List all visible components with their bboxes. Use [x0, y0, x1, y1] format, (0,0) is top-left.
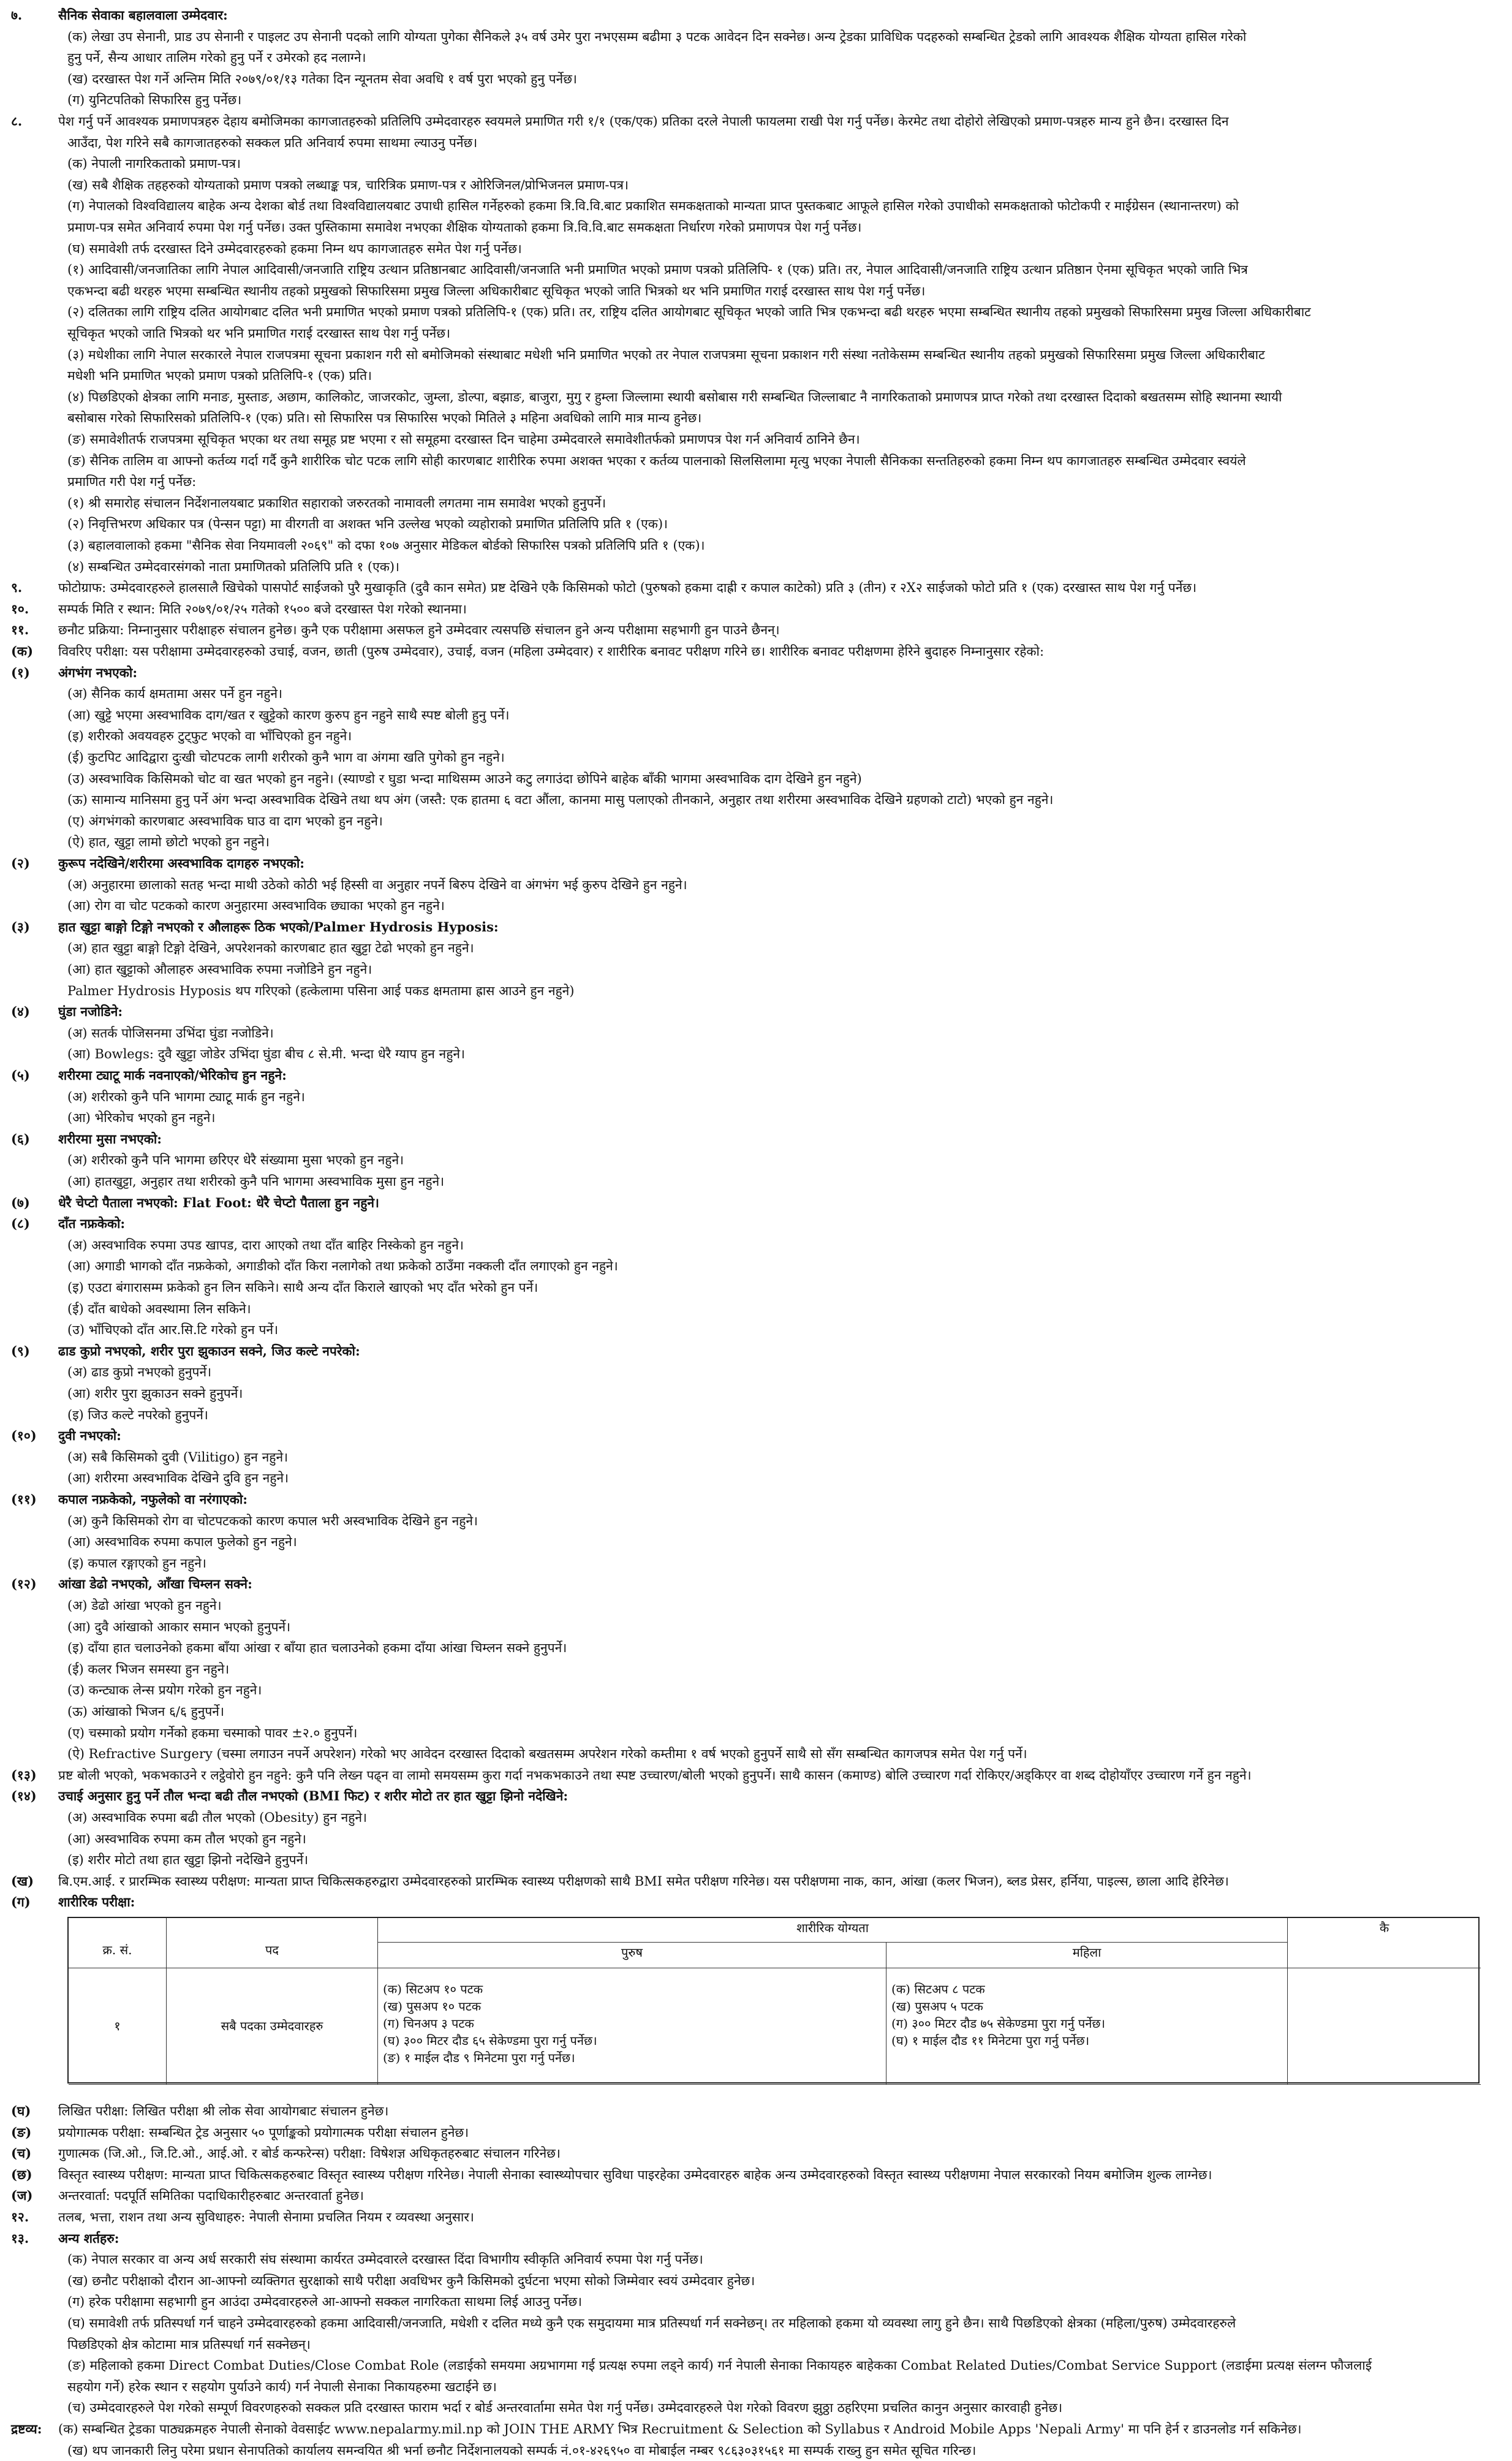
header-male: पुरुष — [378, 1943, 886, 1968]
section-heading-line — [0, 853, 1512, 874]
line-text: (इ) शरीरको अवयवहरु टुट्फुट भएको वा भाँचिएको हुन नहुने। — [67, 729, 352, 744]
section-heading-line — [0, 1341, 1512, 1362]
section-number: (ख) — [11, 1873, 34, 1889]
body-text-line — [0, 175, 1512, 195]
header-sn: क्र. सं. — [69, 1918, 167, 1968]
section-number: (७) — [11, 1194, 30, 1210]
line-text: (ए) चस्माको प्रयोग गर्नेको हकमा चस्माको पावर ±२.० हुनुपर्ने। — [67, 1725, 358, 1740]
line-text: (अ) अस्वभाविक रुपमा बढी तौल भएको (Obesity) हुन नहुने। — [67, 1810, 367, 1825]
section-number: (ज) — [11, 2188, 33, 2204]
section-heading-line — [0, 1765, 1512, 1786]
body-text-line — [0, 747, 1512, 768]
body-text-line — [0, 2376, 1512, 2397]
line-text: फोटोग्राफ: उम्मेदवारहरुले हालसालै खिचेको पासपोर्ट साईजको पुरै मुखाकृति (दुवै कान समेत) प्रष्ट देखिने एकै किसिमको फोटो (पुरुषको हकमा दाह्री र कपाल काटेको) प्रति ३ (तीन) र २X२ साईजको फोटो प्रति १ (एक) दरखास्त साथ पेश गर्नु पर्नेछ। — [58, 580, 1197, 596]
section-heading-line — [0, 1425, 1512, 1446]
section-number: (घ) — [11, 2103, 31, 2118]
line-text: लिखित परीक्षा: लिखित परीक्षा श्री लोक सेवा आयोगबाट संचालन हुनेछ। — [58, 2104, 389, 2118]
line-text: (१) आदिवासी/जनजातिका लागि नेपाल आदिवासी/जनजाति राष्ट्रिय उत्थान प्रतिष्ठानबाट आदिवासी/जनजाति भनी प्रमाणित भएको प्रमाण पत्रको प्रतिलिपि- १ (एक) प्रति। तर, नेपाल आदिवासी/जनजाति राष्ट्रिय उत्थान प्रतिष्ठान ऐनमा सूचिकृत भएको जाति भित्र — [67, 262, 1248, 278]
body-text-line — [0, 1319, 1512, 1340]
section-heading-line — [0, 111, 1512, 132]
line-text: (ऊ) सामान्य मानिसमा हुनु पर्ने अंग भन्दा अस्वभाविक देखिने तथा थप अंग (जस्तै: एक हातमा ६ वटा औंला, कानमा मासु पलाएको तीनकाने, अनुहार तथा शरीरमा अस्वभाविक देखिने ग्रहणको टाटो) भएको हुन नहुने। — [67, 792, 1054, 808]
line-text: सम्पर्क मिति र स्थान: मिति २०७९/०१/२५ गतेको १५०० बजे दरखास्त पेश गरेको स्थानमा। — [58, 601, 467, 616]
line-text: प्रष्ट बोली भएको, भकभकाउने र लट्ठेवोरो हुन नहुने: कुनै पनि लेख्न पढ्न वा लामो समयसम्म कुरा गर्दा नभकभकाउने तथा स्पष्ट उच्चारण/बोली भएको हुनुपर्ने। साथै कासन (कमाण्ड) बोलि उच्चारण गर्दा रोकिएर/अड्किएर वा शब्द दोहोयाँएर उच्चारण गर्ने हुन नहुने। — [58, 1767, 1252, 1783]
body-text-line — [0, 2270, 1512, 2291]
section-number: (३) — [11, 919, 30, 935]
line-text: दाँत नफ्रकेको: — [58, 1216, 126, 1232]
line-text: (ई) कलर भिजन समस्या हुन नहुने। — [67, 1661, 230, 1677]
line-text: पिछडिएको क्षेत्र कोटामा मात्र प्रतिस्पर्धा गर्न सक्नेछन्। — [67, 2337, 311, 2352]
body-text-line — [0, 1849, 1512, 1870]
body-text-line — [0, 938, 1512, 958]
section-number: (क) — [11, 643, 33, 659]
section-heading-line — [0, 662, 1512, 683]
body-text-line — [0, 726, 1512, 746]
section-heading-line — [0, 2185, 1512, 2206]
line-text: शरीरमा ट्याटू मार्क नवनाएको/भेरिकोच हुन नहुने: — [58, 1067, 287, 1083]
line-text: हात खुट्टा बाङ्गो टिङ्गो नभएको र औलाहरू ठिक भएको/Palmer Hydrosis Hyposis: — [58, 919, 499, 935]
line-text: शारीरिक परीक्षा: — [58, 1894, 135, 1910]
line-text: (अ) अनुहारमा छालाको सतह भन्दा माथी उठेको कोठी भई हिस्सी वा अनुहार नपर्ने बिरुप देखिने वा अंगभंग भई कुरुप देखिने हुन नहुने। — [67, 877, 687, 892]
section-heading-line — [0, 620, 1512, 640]
body-text-line — [0, 323, 1512, 344]
section-heading-line — [0, 2419, 1512, 2440]
line-text: (अ) शरीरको कुनै पनि भागमा छरिएर धेरै संख्यामा मुसा भएको हुन नहुने। — [67, 1153, 404, 1168]
line-text: (आ) Bowlegs: दुवै खुट्टा जोडेर उभिंदा घुंडा बीच ८ से.मी. भन्दा धेरै ग्याप हुन नहुने। — [67, 1047, 465, 1062]
line-text: एकभन्दा बढी थरहरु भएमा सम्बन्धित स्थानीय तहको प्रमुखको सिफारिसमा प्रमुख जिल्ला अधिकारीबाट सूचिकृत भएको जाति भित्रको थर भनि प्रमाणित गराई दरखास्त साथ पेश गर्नु पर्नेछ। — [67, 283, 926, 298]
section-number: १३. — [11, 2230, 29, 2246]
header-female: महिला — [886, 1943, 1288, 1968]
section-heading-line — [0, 1193, 1512, 1213]
line-text: विस्तृत स्वास्थ्य परीक्षण: मान्यता प्राप्त चिकित्सकहरुबाट विस्तृत स्वास्थ्य परीक्षण गरिनेछ। नेपाली सेनाका स्वास्थ्योपचार सुविधा पाइरहेका उम्मेदवारहरु बाहेक अन्य उम्मेदवारहरुको विस्तृत स्वास्थ्य परीक्षणमा नेपाल सरकारको नियम बमोजिम शुल्क लाग्नेछ। — [58, 2167, 1212, 2182]
line-text: (आ) शरीर पुरा झुकाउन सक्ने हुनुपर्ने। — [67, 1386, 243, 1401]
body-text-line — [0, 1659, 1512, 1680]
line-text: (अ) शरीरको कुनै पनि भागमा ट्याटू मार्क हुन नहुने। — [67, 1089, 305, 1104]
line-text: अन्य शर्तहरु: — [58, 2230, 119, 2246]
line-text: कुरूप नदेखिने/शरीरमा अस्वभाविक दागहरु नभएको: — [58, 855, 305, 871]
body-text-line — [0, 1807, 1512, 1828]
line-text: बि.एम.आई. र प्रारम्भिक स्वास्थ्य परीक्षण: मान्यता प्राप्त चिकित्सकहरुद्वारा उम्मेदवारहरुको प्रारम्भिक स्वास्थ्य परीक्षणको साथै BMI समेत परीक्षण गरिनेछ। यस परीक्षणमा नाक, कान, आंखा (कलर भिजन), ब्लड प्रेसर, हर्निया, पाइल्स, छाला आदि हेरिनेछ। — [58, 1873, 1229, 1889]
body-text-line — [0, 47, 1512, 68]
section-number: (१) — [11, 664, 30, 680]
line-text: (इ) जिउ कल्टे नपरेको हुनुपर्ने। — [67, 1407, 208, 1422]
row-post: सबै पदका उम्मेदवारहरु — [167, 1968, 378, 2085]
section-heading-line — [0, 1489, 1512, 1510]
section-heading-line — [0, 1065, 1512, 1086]
body-text-line — [0, 238, 1512, 259]
section-heading-line — [0, 1213, 1512, 1234]
line-text: (ऐ) Refractive Surgery (चस्मा लगाउन नपर्ने अपरेशन) गरेको भए आवेदन दरखास्त दिदाको बखतसम्म अपरेशन गरेको कम्तीमा १ वर्ष भएको हुनुपर्ने साथै सो सँग सम्बन्धित कागजपत्र समेत पेश गर्नु पर्ने। — [67, 1746, 1027, 1762]
line-text: (आ) हात खुट्टाको औलाहरु अस्वभाविक रुपमा नजोडिने हुन नहुने। — [67, 962, 372, 977]
line-text: शरीरमा मुसा नभएको: — [58, 1131, 162, 1147]
line-text: पेश गर्नु पर्ने आवश्यक प्रमाणपत्रहरु देहाय बमोजिमका कागजातहरुको प्रतिलिपि उम्मेदवारहरु स्वयमले प्रमाणित गरी १/१ (एक/एक) प्रतिका दरले नेपाली फायलमा राखी पेश गर्नु पर्नेछ। केरमेट तथा दोहोरो लेखिएको प्रमाण-पत्रहरु मान्य हुने छैन। दरखास्त दिन — [58, 114, 1229, 129]
body-text-line — [0, 1171, 1512, 1192]
line-text: अन्तरवार्ता: पदपूर्ति समितिका पदाधिकारीहरुबाट अन्तरवार्ता हुनेछ। — [58, 2188, 364, 2204]
line-text: ढाड कुप्रो नभएको, शरीर पुरा झुकाउन सक्ने, जिउ कल्टे नपरेको: — [58, 1343, 360, 1359]
row-sn: १ — [69, 1968, 167, 2085]
body-text-line — [0, 259, 1512, 280]
male-criterion: (ख) पुसअप १० पटक — [383, 1999, 482, 2014]
line-text: (ङ) समावेशीतर्फ राजपत्रमा सूचिकृत भएका थर तथा समूह प्रष्ट भएमा र सो समूहमा दरखास्त दिन चाहेमा उम्मेदवारले समावेशीतर्फको प्रमाणपत्र पेश गर्न अनिवार्य ठानिने छैन। — [67, 432, 860, 447]
row-remark — [1288, 1968, 1481, 2085]
section-heading-line — [0, 917, 1512, 938]
section-heading-line — [0, 2228, 1512, 2249]
line-text: अंगभंग नभएको: — [58, 664, 138, 680]
body-text-line — [0, 2440, 1512, 2461]
line-text: (आ) अस्वभाविक रुपमा कपाल फुलेको हुन नहुने। — [67, 1534, 297, 1550]
body-text-line — [0, 408, 1512, 428]
line-text: (क) नेपाली नागरिकताको प्रमाण-पत्र। — [67, 156, 241, 172]
line-text: (घ) समावेशी तर्फ दरखास्त दिने उम्मेदवारहरुको हकमा निम्न थप कागजातहरु समेत पेश गर्नु पर्नेछ। — [67, 241, 522, 256]
section-heading-line — [0, 577, 1512, 598]
section-heading-line — [0, 1786, 1512, 1807]
body-text-line — [0, 217, 1512, 238]
line-text: मधेशी भनि प्रमाणित भएको प्रमाण पत्रको प्रतिलिपि-१ (एक) प्रति। — [67, 368, 372, 384]
line-text: सहयोग गर्ने) हरेक स्थान र सहयोग पुर्याउने कार्य) गर्न नेपाली सेनाका निकायहरुमा खटाईने छ। — [67, 2379, 497, 2394]
section-heading-line — [0, 2101, 1512, 2122]
body-text-line — [0, 493, 1512, 514]
body-text-line — [0, 1680, 1512, 1701]
line-text: (आ) शरीरमा अस्वभाविक देखिने दुवि हुन नहुने। — [67, 1471, 289, 1486]
body-text-line — [0, 1511, 1512, 1531]
row-male-criteria — [378, 1968, 886, 2085]
line-text: (आ) दुवै आंखाको आकार समान भएको हुनुपर्ने। — [67, 1619, 291, 1634]
line-text: दुवी नभएको: — [58, 1428, 121, 1444]
body-text-line — [0, 895, 1512, 916]
body-text-line — [0, 281, 1512, 301]
body-text-line — [0, 365, 1512, 386]
section-number: (१३) — [11, 1767, 37, 1783]
section-heading-line — [0, 2122, 1512, 2143]
body-text-line — [0, 1617, 1512, 1637]
section-number: ९. — [11, 580, 23, 596]
body-text-line — [0, 1743, 1512, 1764]
line-text: (इ) एउटा बंगारासम्म फ्रकेको हुन लिन सकिने। साथै अन्य दाँत किराले खाएको भए दाँत भरेको हुन पर्ने। — [67, 1280, 539, 1295]
line-text: उचाई अनुसार हुनु पर्ने तौल भन्दा बढी तौल नभएको (BMI फिट) र शरीर मोटो तर हात खुट्टा झिनो नदेखिने: — [58, 1788, 569, 1804]
body-text-line — [0, 1383, 1512, 1404]
line-text: (आ) रोग वा चोट पटकको कारण अनुहारमा अस्वभाविक छ्याका भएको हुन नहुने। — [67, 898, 445, 914]
section-number: (१४) — [11, 1788, 37, 1804]
section-heading-line — [0, 2164, 1512, 2185]
line-text: (इ) दाँया हात चलाउनेको हकमा बाँया आंखा र बाँया हात चलाउनेको हकमा दाँया आंखा चिम्लन सक्ने हुनुपर्ने। — [67, 1640, 567, 1656]
section-heading-line — [0, 641, 1512, 662]
body-text-line — [0, 789, 1512, 810]
body-text-line — [0, 301, 1512, 322]
body-text-line — [0, 2249, 1512, 2270]
section-number: (८) — [11, 1216, 30, 1232]
line-text: (क) नेपाल सरकार वा अन्य अर्ध सरकारी संघ संस्थामा कार्यरत उम्मेदवारले दरखास्त दिंदा विभागीय स्वीकृति अनिवार्य रुपमा पेश गर्नु पर्नेछ। — [67, 2252, 703, 2267]
body-text-line — [0, 471, 1512, 492]
line-text: (आ) हातखुट्टा, अनुहार तथा शरीरको कुनै पनि भागमा अस्वभाविक मुसा हुन नहुने। — [67, 1174, 445, 1189]
body-text-line — [0, 1150, 1512, 1170]
line-text: (क) लेखा उप सेनानी, प्राड उप सेनानी र पाइलट उप सेनानी पदको लागि योग्यता पुगेका सैनिकले ३५ वर्ष उमेर पुरा नभएसम्म बढीमा ३ पटक आवेदन दिन सक्नेछ। अन्य ट्रेडका प्राविधिक पदहरुको सम्बन्धित ट्रेडको लागि आवश्यक शैक्षिक योग्यता हासिल गरेको — [67, 29, 1247, 44]
line-text: (अ) सबै किसिमको दुवी (Vilitigo) हुन नहुने। — [67, 1449, 289, 1465]
section-number: ८. — [11, 113, 23, 129]
line-text: (घ) समावेशी तर्फ प्रतिस्पर्धा गर्न चाहने उम्मेदवारहरुको हकमा आदिवासी/जनजाति, मधेशी र दलित मध्ये कुनै एक समुदायमा मात्र प्रतिस्पर्धा गर्न सक्नेछन्। तर महिलाको हकमा यो व्यवस्था लागु हुने छैन। साथै पिछडिएको क्षेत्रका (महिला/पुरुष) उम्मेदवारहरुले — [67, 2316, 1236, 2330]
body-text-line — [0, 69, 1512, 89]
line-text: घुंडा नजोडिने: — [58, 1004, 123, 1020]
line-text: कपाल नफ्रकेको, नफुलेको वा नरंगाएको: — [58, 1492, 248, 1507]
line-text: (ई) दाँत बाधेको अवस्थामा लिन सकिने। — [67, 1301, 251, 1316]
body-text-line — [0, 705, 1512, 726]
body-text-line — [0, 2334, 1512, 2355]
body-text-line — [0, 153, 1512, 174]
section-heading-line — [0, 2207, 1512, 2228]
line-text: धेरै चेप्टो पैताला नभएको: Flat Foot: धेरै चेप्टो पैताला हुन नहुने। — [58, 1194, 380, 1210]
body-text-line — [0, 344, 1512, 365]
body-text-line — [0, 683, 1512, 704]
body-text-line — [0, 132, 1512, 153]
female-criterion: (क) सिटअप ८ पटक — [891, 1982, 985, 1996]
male-criterion: (घ) ३०० मिटर दौड ६५ सेकेण्डमा पुरा गर्नु पर्नेछ। — [383, 2033, 597, 2048]
body-text-line — [0, 959, 1512, 980]
line-text: (२) दलितका लागि राष्ट्रिय दलित आयोगबाट दलित भनी प्रमाणित भएको प्रमाण पत्रको प्रतिलिपि-१ (एक) प्रति। तर, राष्ट्रिय दलित आयोगबाट सूचिकृत भएको जाति भित्र एकभन्दा बढी थरहरु भएमा सम्बन्धित स्थानीय तहको प्रमुखको सिफारिसमा प्रमुख जिल्ला अधिकारीबाट — [67, 305, 1311, 320]
body-text-line — [0, 1256, 1512, 1276]
line-text: (ख) सबै शैक्षिक तहहरुको योग्यताको प्रमाण पत्रको लब्धाङ्क पत्र, चारित्रिक प्रमाण-पत्र र ओरिजिनल/प्रोभिजनल प्रमाण-पत्र। — [67, 177, 629, 192]
section-number: (४) — [11, 1004, 30, 1020]
body-text-line — [0, 811, 1512, 832]
line-text: (अ) कुनै किसिमको रोग वा चोटपटकको कारण कपाल भरी अस्वभाविक देखिने हुन नहुने। — [67, 1513, 478, 1528]
section-number: १०. — [11, 601, 29, 616]
body-text-line — [0, 429, 1512, 450]
line-text: (३) मधेशीका लागि नेपाल सरकारले नेपाल राजपत्रमा सूचना प्रकाशन गरी सो बमोजिमको संस्थाबाट मधेशी भनि प्रमाणित भएको तर नेपाल राजपत्रमा सूचना प्रकाशन गरी संस्था नतोकेसम्म सम्बन्धित स्थानीय तहको प्रमुखको सिफारिसमा प्रमुख जिल्ला अधिकारीबाट — [67, 347, 1265, 362]
section-heading-line — [0, 1871, 1512, 1892]
body-text-line — [0, 2355, 1512, 2376]
section-number: (ङ) — [11, 2124, 32, 2140]
line-text: (ग) युनिटपतिको सिफारिस हुनु पर्नेछ। — [67, 93, 242, 108]
body-text-line — [0, 1277, 1512, 1298]
line-text: सैनिक सेवाका बहालवाला उम्मेदवार: — [58, 7, 228, 23]
line-text: Palmer Hydrosis Hyposis थप गरिएको (हत्केलामा पसिना आई पकड क्षमतामा ह्रास आउने हुन नहुने) — [67, 983, 575, 998]
line-text: (ऐ) हात, खुट्टा लामो छोटो भएको हुन नहुने। — [67, 835, 270, 850]
section-number: (१०) — [11, 1428, 37, 1444]
section-number: ११. — [11, 622, 29, 638]
line-text: आउँदा, पेश गरिने सबै कागजातहरुको सक्कल प्रति अनिवार्य रुपमा साथमा ल्याउनु पर्नेछ। — [67, 135, 478, 150]
line-text: सूचिकृत भएको जाति भित्रको थर भनि प्रमाणित गराई दरखास्त साथ पेश गर्नु पर्नेछ। — [67, 326, 450, 341]
body-text-line — [0, 1107, 1512, 1128]
section-number: (५) — [11, 1067, 30, 1083]
line-text: (आ) भेरिकोच भएको हुन नहुने। — [67, 1110, 216, 1126]
line-text: (अ) हात खुट्टा बाङ्गो टिङ्गो देखिने, अपरेशनको कारणबाट हात खुट्टा टेढो भएको हुन नहुने। — [67, 941, 474, 956]
line-text: आंखा डेढो नभएको, आँखा चिम्लन सक्ने: — [58, 1576, 252, 1592]
section-heading-line — [0, 5, 1512, 26]
line-text: (उ) अस्वभाविक किसिमको चोट वा खत भएको हुन नहुने। (स्याण्डो र घुडा भन्दा माथिसम्म आउने कटु लगाउंदा छोपिने बाहेक बाँकी भागमा अस्वभाविक दाग देखिने हुन नहुने) — [67, 771, 862, 786]
body-text-line — [0, 1723, 1512, 1743]
section-number: (ग) — [11, 1894, 31, 1910]
line-text: (४) सम्बन्धित उम्मेदवारसंगको नाता प्रमाणितको प्रतिलिपि प्रति १ (एक)। — [67, 559, 400, 574]
body-text-line — [0, 1701, 1512, 1722]
body-text-line — [0, 1299, 1512, 1319]
line-text: (ख) छनौट परीक्षाको दौरान आ-आफ्नो व्यक्तिगत सुरक्षाको साथै परीक्षा अवधिभर कुनै किसिमको दुर्घटना भएमा सोको जिम्मेवार स्वयं उम्मेदवार हुनेछ। — [67, 2273, 755, 2288]
body-text-line — [0, 1553, 1512, 1574]
line-text: विवरिए परीक्षा: यस परीक्षामा उम्मेदवारहरुको उचाई, वजन, छाती (पुरुष उम्मेदवार), उचाई, वजन (महिला उम्मेदवार) र शारीरिक बनावट परीक्षण गरिने छ। शारीरिक बनावट परीक्षणमा हेरिने बुदाहरु निम्नानुसार रहेको: — [58, 644, 1045, 659]
line-text: (आ) खुट्टे भएमा अस्वभाविक दाग/खत र खुट्टेको कारण कुरुप हुन नहुने साथै स्पष्ट बोली हुनु पर्ने। — [67, 707, 510, 722]
body-text-line — [0, 514, 1512, 534]
body-text-line — [0, 1637, 1512, 1658]
section-number: (६) — [11, 1131, 30, 1147]
line-text: (इ) कपाल रङ्गाएको हुन नहुने। — [67, 1555, 206, 1571]
line-text: (१) श्री समारोह संचालन निर्देशनालयबाट प्रकाशित सहाराको जरुरतको नामावली लगतमा नाम समावेश भएको हुनुपर्ने। — [67, 495, 607, 510]
body-text-line — [0, 874, 1512, 895]
line-text: (ङ) सैनिक तालिम वा आफ्नो कर्तव्य गर्दा गर्दै कुनै शारीरिक चोट पटक लागि सोही कारणबाट शारीरिक रुपमा अशक्त भएका र कर्तव्य पालनाको सिलसिलामा मृत्यु भएका नेपाली सैनिकका सन्ततिहरुको हकमा निम्न थप कागजातहरु सम्बन्धित उम्मेदवार स्वयंले — [67, 453, 1246, 468]
section-number: ७. — [11, 7, 23, 23]
body-text-line — [0, 1468, 1512, 1488]
body-text-line — [0, 26, 1512, 47]
section-number: १२. — [11, 2209, 29, 2224]
line-text: (ई) कुटपिट आदिद्वारा दुःखी चोटपटक लागी शरीरको कुनै भाग वा अंगमा खति पुगेको हुन नहुने। — [67, 750, 505, 765]
body-text-line — [0, 1023, 1512, 1044]
section-number: (छ) — [11, 2166, 32, 2182]
header-group: शारीरिक योग्यता — [378, 1918, 1288, 1943]
body-text-line — [0, 2397, 1512, 2418]
line-text: तलब, भत्ता, राशन तथा अन्य सुविधाहरु: नेपाली सेनामा प्रचलित नियम र व्यवस्था अनुसार। — [58, 2210, 474, 2224]
body-text-line — [0, 1235, 1512, 1256]
section-heading-line — [0, 1892, 1512, 1913]
line-text: (अ) ढाड कुप्रो नभएको हुनुपर्ने। — [67, 1365, 212, 1380]
female-criterion: (ग) ३०० मिटर दौड ७५ सेकेण्डमा पुरा गर्नु पर्नेछ। — [891, 2016, 1105, 2031]
body-text-line — [0, 2313, 1512, 2334]
section-number: (१२) — [11, 1576, 37, 1592]
line-text: (३) बहालवालाको हकमा "सैनिक सेवा नियमावली २०६९" को दफा १०७ अनुसार मेडिकल बोर्डको सिफारिस पत्रको प्रतिलिपि प्रति १ (एक)। — [67, 538, 705, 553]
female-criterion: (घ) १ माईल दौड ११ मिनेटमा पुरा गर्नु पर्नेछ। — [891, 2033, 1090, 2048]
line-text: (४) पिछडिएको क्षेत्रका लागि मनाङ, मुस्ताङ, अछाम, कालिकोट, जाजरकोट, जुम्ला, डोल्पा, बझाङ, बाजुरा, मुगु र हुम्ला जिल्लामा स्थायी बसोबास गरी सम्बन्धित जिल्लाबाट नै नागरिकताको प्रमाणपत्र प्राप्त गरेको तथा दरखास्त दिदाको बखतसम्म सोहि स्थानमा स्थायी — [67, 389, 1282, 404]
body-text-line — [0, 832, 1512, 852]
line-text: (ङ) महिलाको हकमा Direct Combat Duties/Close Combat Role (लडाईको समयमा अग्रभागमा गई प्रत्यक्ष रुपमा लड्ने कार्य) गर्न नेपाली सेनाका निकायहरु बाहेकका Combat Related Duties/Combat Service Support (लडाईमा प्रत्यक्ष संलग्न फौजलाई — [67, 2358, 1372, 2373]
line-text: (आ) अगाडी भागको दाँत नफ्रकेको, अगाडीको दाँत किरा नलागेको तथा फ्रकेको ठाउँमा नक्कली दाँत लगाएको हुन नहुने। — [67, 1259, 618, 1274]
section-number: (२) — [11, 855, 30, 871]
line-text: (आ) अस्वभाविक रुपमा कम तौल भएको हुन नहुने। — [67, 1831, 306, 1846]
line-text: (ग) नेपालको विश्वविद्यालय बाहेक अन्य देशका बोर्ड तथा विश्वविद्यालयबाट उपाधी हासिल गर्नेहरुको हकमा त्रि.वि.वि.बाट प्रकाशित समकक्षताको मान्यता प्राप्त पुस्तकबाट आफूले हासिल गरेको उपाधीको समकक्षताको फोटोकपी र माईग्रेसन (स्थानान्तरण) को — [67, 199, 1239, 214]
line-text: प्रमाणित गरी पेश गर्नु पर्नेछ: — [67, 474, 197, 490]
line-text: (उ) कन्ट्याक लेन्स प्रयोग गरेको हुन नहुने। — [67, 1683, 262, 1698]
section-heading-line — [0, 2143, 1512, 2164]
line-text: (ए) अंगभंगको कारणबाट अस्वभाविक घाउ वा दाग भएको हुन नहुने। — [67, 813, 383, 829]
body-text-line — [0, 556, 1512, 577]
body-text-line — [0, 1044, 1512, 1064]
line-text: (अ) सैनिक कार्य क्षमतामा असर पर्ने हुन नहुने। — [67, 686, 282, 702]
line-text: (२) निवृत्तिभरण अधिकार पत्र (पेन्सन पट्टा) मा वीरगती वा अशक्त भनि उल्लेख भएको व्यहोराको प्रमाणित प्रतिलिपि प्रति १ (एक)। — [67, 517, 668, 532]
line-text: (अ) डेढो आंखा भएको हुन नहुने। — [67, 1598, 222, 1613]
line-text: (ख) थप जानकारी लिनु परेमा प्रधान सेनापतिको कार्यालय समन्वयित श्री भर्ना छनौट निर्देशनालयको सम्पर्क नं.०१-४२६९५० वा मोबाईल नम्बर ९८६३०३१५६१ मा सम्पर्क राख्नु हुन समेत सूचित गरिन्छ। — [67, 2443, 977, 2458]
line-text: प्रयोगात्मक परीक्षा: सम्बन्धित ट्रेड अनुसार ५० पूर्णाङ्कको प्रयोगात्मक परीक्षा संचालन हुनेछ। — [58, 2125, 469, 2140]
line-text: (इ) शरीर मोटो तथा हात खुट्टा झिनो नदेखिने हुनुपर्ने। — [67, 1852, 309, 1868]
female-criterion: (ख) पुसअप ५ पटक — [891, 1999, 983, 2014]
body-text-line — [0, 1595, 1512, 1616]
body-text-line — [0, 1829, 1512, 1849]
line-text: बसोबास गरेको सिफारिसको प्रतिलिपि-१ (एक) प्रति। सो सिफारिस पत्र सिफारिस भएको मितिले ३ महिना अवधिको लागि मात्र मान्य हुनेछ। — [67, 411, 702, 426]
male-criterion: (ङ) १ माईल दौड ९ मिनेटमा पुरा गर्नु पर्नेछ। — [383, 2050, 575, 2065]
section-heading-line — [0, 1129, 1512, 1150]
section-number: द्रष्टव्य: — [11, 2421, 42, 2436]
body-text-line — [0, 195, 1512, 216]
body-text-line — [0, 980, 1512, 1001]
body-text-line — [0, 1362, 1512, 1382]
body-text-line — [0, 535, 1512, 556]
line-text: (ऊ) आंखाको भिजन ६/६ हुनुपर्ने। — [67, 1704, 224, 1719]
line-text: हुनु पर्ने, सैन्य आधार तालिम गरेको हुनु पर्ने र उमेरको हद नलाग्ने। — [67, 50, 366, 66]
line-text: प्रमाण-पत्र समेत अनिवार्य रुपमा पेश गर्नु पर्नेछ। उक्त पुस्तिकामा समावेश नभएका शैक्षिक योग्यताको हकमा त्रि.वि.वि.बाट समकक्षता निर्धारण गरेको प्रमाणपत्र पेश गर्नु पर्नेछ। — [67, 220, 862, 235]
male-criterion: (ग) चिनअप ३ पटक — [383, 2016, 474, 2031]
section-number: (९) — [11, 1343, 30, 1359]
section-heading-line — [0, 599, 1512, 620]
header-post: पद — [167, 1918, 378, 1968]
body-text-line — [0, 89, 1512, 110]
line-text: गुणात्मक (जि.ओ., जि.टि.ओ., आई.ओ. र बोर्ड कन्फरेन्स) परीक्षा: विषेशज्ञ अधिकृतहरुबाट संचालन गरिनेछ। — [58, 2146, 561, 2161]
line-text: (ग) हरेक परीक्षामा सहभागी हुन आउंदा उम्मेदवारहरुले आ-आफ्नो सक्कल नागरिकता साथमा लिई आउनु पर्नेछ। — [67, 2294, 583, 2310]
section-number: (च) — [11, 2145, 32, 2161]
section-heading-line — [0, 1001, 1512, 1022]
body-text-line — [0, 2291, 1512, 2312]
section-number: (११) — [11, 1492, 37, 1507]
line-text: (उ) भाँचिएको दाँत आर.सि.टि गरेको हुन पर्ने। — [67, 1322, 279, 1338]
male-criterion: (क) सिटअप १० पटक — [383, 1982, 483, 1996]
line-text: (ख) दरखास्त पेश गर्ने अन्तिम मिति २०७९/०१/१३ गतेका दिन न्यूनतम सेवा अवधि १ वर्ष पुरा भएको हुनु पर्नेछ। — [67, 71, 577, 86]
body-text-line — [0, 1447, 1512, 1468]
header-remark: कै — [1288, 1918, 1481, 1968]
line-text: (च) उम्मेदवारहरुले पेश गरेको सम्पूर्ण विवरणहरुको सक्कल प्रति दरखास्त फाराम भर्दा र बोर्ड अन्तरवार्तामा समेत पेश गर्नु पर्नेछ। उम्मेदवारहरुले पेश गरेको विवरण झुठ्ठा ठहरिएमा प्रचलित कानुन अनुसार कारवाही हुनेछ। — [67, 2400, 1063, 2416]
line-text: (क) सम्बन्धित ट्रेडका पाठ्यक्रमहरु नेपाली सेनाको वेवसाईट www.nepalarmy.mil.np को JOIN THE ARMY भित्र Recruitment & Selection को Syllabus र Android Mobile Apps 'Nepali Army' मा पनि हेर्न र डाउनलोड गर्न सकिनेछ। — [58, 2422, 1302, 2436]
body-text-line — [0, 1405, 1512, 1425]
section-heading-line — [0, 1574, 1512, 1595]
row-female-criteria — [886, 1968, 1288, 2085]
body-text-line — [0, 1086, 1512, 1107]
line-text: (अ) सतर्क पोजिसनमा उभिंदा घुंडा नजोडिने। — [67, 1025, 274, 1041]
body-text-line — [0, 450, 1512, 471]
body-text-line — [0, 768, 1512, 789]
line-text: छनौट प्रक्रिया: निम्नानुसार परीक्षाहरु संचालन हुनेछ। कुनै एक परीक्षामा असफल हुने उम्मेदवार त्यसपछि संचालन हुने अन्य परीक्षामा सहभागी हुन पाउने छैनन्। — [58, 623, 780, 638]
body-text-line — [0, 387, 1512, 408]
line-text: (अ) अस्वभाविक रुपमा उपड खापड, दारा आएको तथा दाँत बाहिर निस्केको हुन नहुने। — [67, 1237, 464, 1253]
physical-test-table — [67, 1917, 1480, 2084]
body-text-line — [0, 1531, 1512, 1552]
